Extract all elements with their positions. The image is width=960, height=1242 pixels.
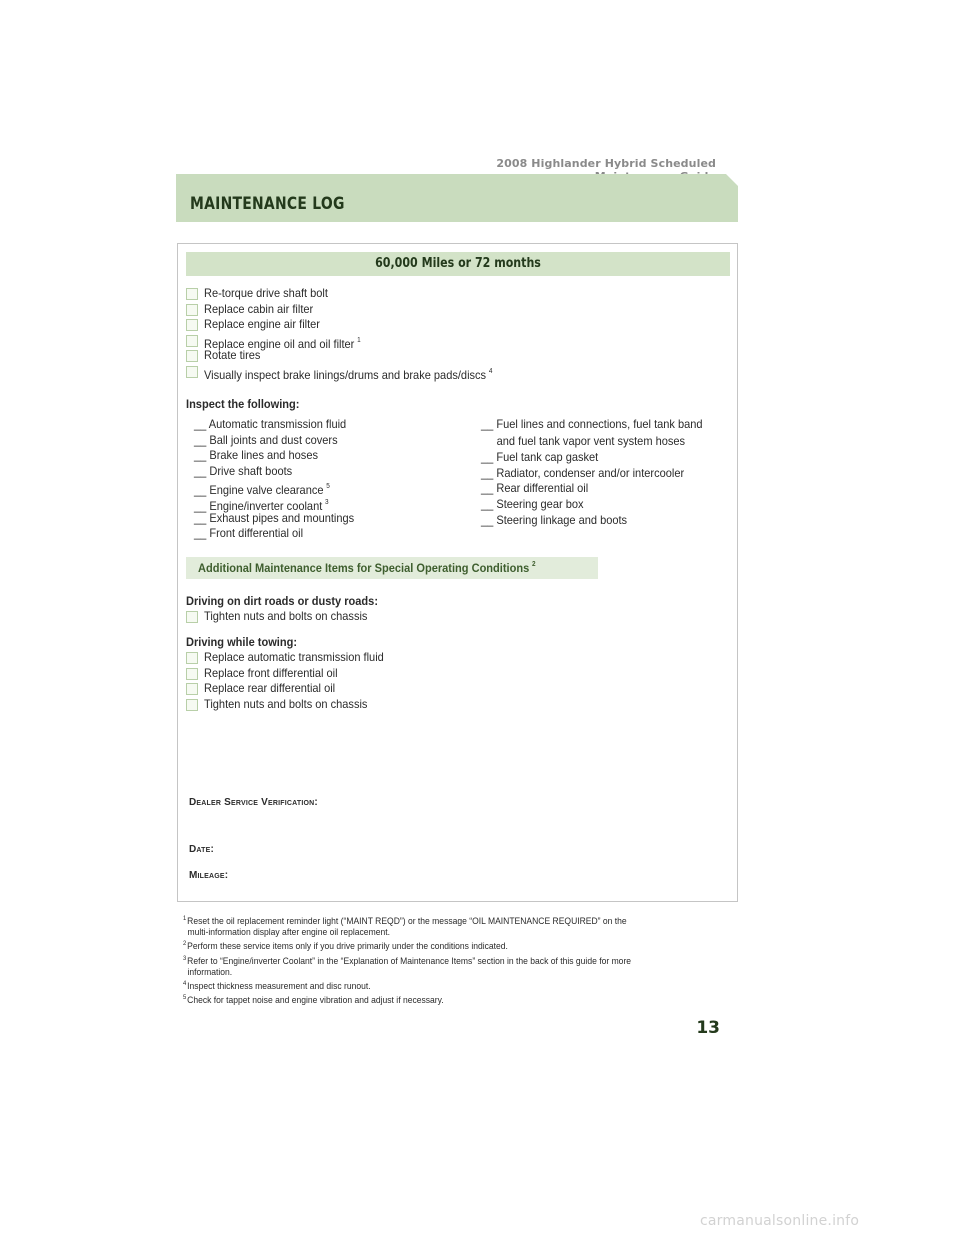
page-number: 13 — [696, 1018, 720, 1038]
services-checklist — [186, 286, 518, 380]
header-notch — [726, 174, 738, 186]
inspect-item: __ Steering linkage and boots — [481, 512, 628, 527]
footnote: $^1$Reset the oil replacement reminder light (“MAINT REQD”) or the message “OIL MAINTENANCE REQUIRED” on the — [183, 915, 627, 927]
interval-bar — [186, 252, 730, 276]
watermark: carmanualsonline.info — [700, 1213, 860, 1229]
inspect-item: __ Automatic transmission fluid — [194, 417, 347, 431]
inspect-list-right — [481, 417, 722, 528]
inspect-item: __ Engine/inverter coolant $^3$ — [194, 498, 329, 513]
inspect-list-left — [194, 417, 368, 542]
inspect-item: __ Front differential oil — [194, 526, 304, 541]
checkbox-icon[interactable] — [186, 668, 198, 680]
service-item[interactable]: Tighten nuts and bolts on chassis — [186, 609, 382, 625]
special-conditions-title: Additional Maintenance Items for Special Operating Conditions $^2$ — [198, 561, 536, 575]
guide-title: 2008 Highlander Hybrid Scheduled — [496, 157, 716, 170]
service-item[interactable]: Tighten nuts and bolts on chassis — [186, 697, 399, 713]
page-title: MAINTENANCE LOG — [190, 194, 345, 214]
service-item[interactable]: Replace automatic transmission fluid — [186, 650, 399, 666]
dealer-verification-label: Dealer Service Verification: — [189, 797, 318, 808]
inspect-heading: Inspect the following: — [186, 397, 300, 411]
checkbox-icon[interactable] — [186, 335, 198, 347]
special-conditions-bar — [186, 557, 598, 579]
checkbox-icon[interactable] — [186, 366, 198, 378]
dirt-roads-checklist — [186, 609, 382, 625]
dirt-roads-heading: Driving on dirt roads or dusty roads: — [186, 594, 378, 608]
service-item[interactable]: Replace cabin air filter — [186, 302, 518, 318]
inspect-item: __ Drive shaft boots — [194, 463, 293, 478]
checkbox-icon[interactable] — [186, 288, 198, 300]
footnote: $^4$Inspect thickness measurement and disc runout. — [183, 980, 371, 993]
footnote-continued: information. — [187, 966, 233, 978]
service-item[interactable]: Replace engine air filter — [186, 317, 518, 333]
inspect-item: __ Radiator, condenser and/or intercooler — [481, 465, 685, 480]
footnote-continued: multi-information display after engine oil replacement. — [187, 927, 390, 939]
inspect-item: __ Steering gear box — [481, 496, 584, 511]
footnote-ref: 4 — [488, 367, 493, 375]
footnotes — [183, 913, 743, 1006]
inspect-item-continued: and fuel tank vapor vent system hoses — [496, 433, 686, 448]
checkbox-icon[interactable] — [186, 304, 198, 316]
checkbox-icon[interactable] — [186, 319, 198, 331]
service-item[interactable]: Visually inspect brake linings/drums and brake pads/discs $^4$ — [186, 364, 518, 380]
service-item[interactable]: Replace front differential oil — [186, 666, 399, 682]
towing-checklist — [186, 650, 399, 712]
inspect-item: __ Ball joints and dust covers — [194, 432, 338, 447]
inspect-item: __ Brake lines and hoses — [194, 448, 318, 463]
service-item[interactable]: Replace rear differential oil — [186, 681, 399, 697]
mileage-label: Mileage: — [189, 870, 229, 881]
header-band — [176, 174, 738, 222]
checkbox-icon[interactable] — [186, 652, 198, 664]
footnote-ref: 3 — [325, 498, 329, 506]
inspect-item: __ Exhaust pipes and mountings — [194, 510, 355, 525]
service-item[interactable]: Re-torque drive shaft bolt — [186, 286, 518, 302]
checkbox-icon[interactable] — [186, 350, 198, 362]
checkbox-icon[interactable] — [186, 699, 198, 711]
checkbox-icon[interactable] — [186, 611, 198, 623]
footnote: $^2$Perform these service items only if you drive primarily under the conditions indicated. — [183, 940, 508, 953]
checkbox-icon[interactable] — [186, 683, 198, 695]
inspect-item: __ Engine valve clearance $^5$ — [194, 483, 330, 498]
footnote-ref: 5 — [326, 483, 330, 491]
inspect-item: __ Fuel tank cap gasket — [481, 450, 599, 465]
footnote: $^3$Refer to “Engine/inverter Coolant” in the “Explanation of Maintenance Items” section in the back of this guide for more — [183, 954, 632, 967]
date-label: Date: — [189, 844, 215, 855]
footnote-ref: 2 — [532, 561, 536, 568]
footnote: $^5$Check for tappet noise and engine vibration and adjust if necessary. — [183, 994, 444, 1007]
inspect-item: __ Rear differential oil — [481, 481, 589, 496]
interval-title: 60,000 Miles or 72 months — [375, 256, 541, 271]
service-item[interactable]: Rotate tires — [186, 348, 518, 364]
footnote-ref: 1 — [357, 336, 361, 344]
inspect-item: __ Fuel lines and connections, fuel tank band — [481, 417, 703, 431]
service-item[interactable]: Replace engine oil and oil filter $^1$ — [186, 333, 518, 349]
towing-heading: Driving while towing: — [186, 635, 298, 649]
